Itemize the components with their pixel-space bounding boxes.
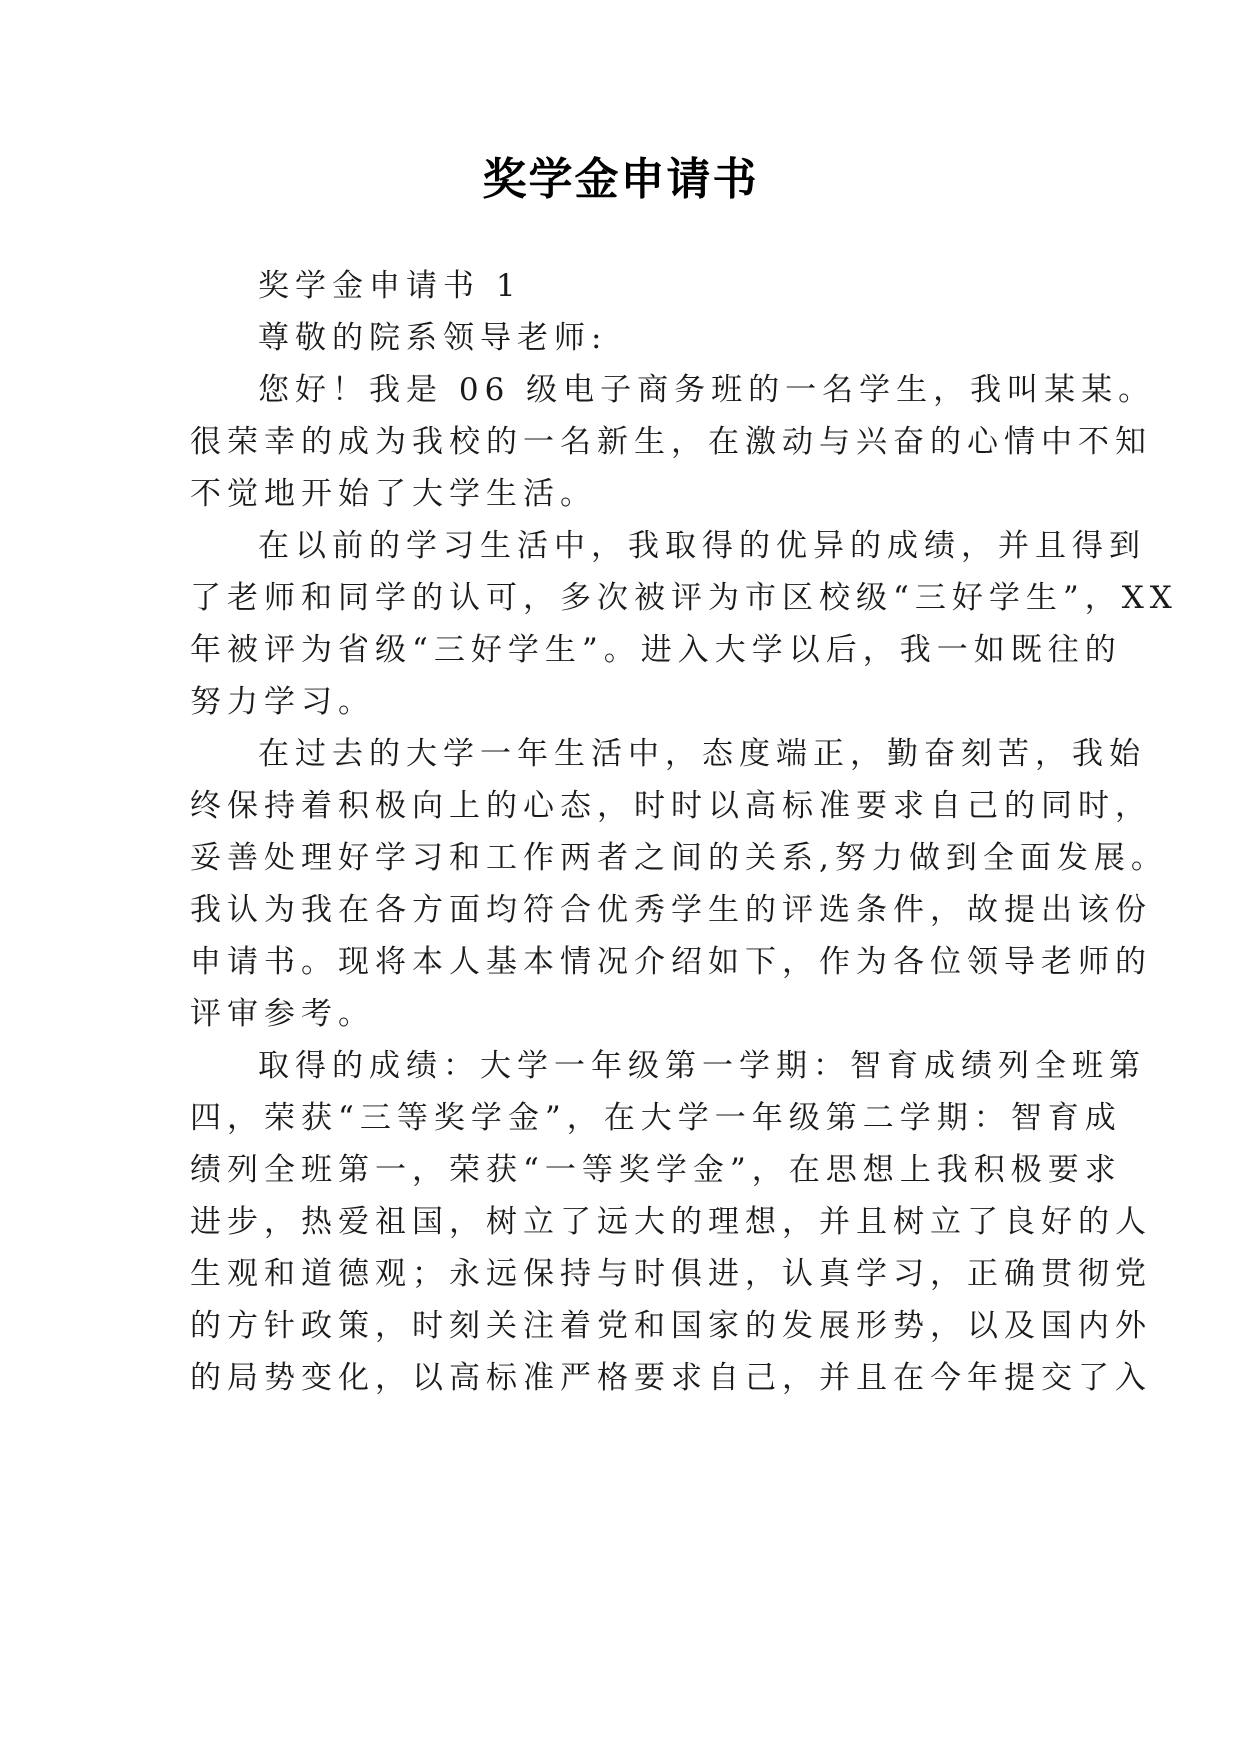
- text-line: 很荣幸的成为我校的一名新生，在激动与兴奋的心情中不知: [190, 424, 1152, 460]
- text-line: 进步，热爱祖国，树立了远大的理想，并且树立了良好的人: [190, 1204, 1152, 1240]
- text-line: 了老师和同学的认可，多次被评为市区校级“三好学生”，XX: [190, 580, 1178, 616]
- text-line: 妥善处理好学习和工作两者之间的关系,努力做到全面发展。: [190, 840, 1168, 876]
- section-heading: 奖学金申请书 1: [258, 268, 522, 304]
- text-line: 申请书。现将本人基本情况介绍如下，作为各位领导老师的: [190, 944, 1152, 980]
- text-line: 努力学习。: [190, 684, 375, 720]
- salutation: 尊敬的院系领导老师:: [258, 320, 608, 356]
- text-line: 年被评为省级“三好学生”。进入大学以后，我一如既往的: [190, 632, 1122, 668]
- text-line: 不觉地开始了大学生活。: [190, 476, 597, 512]
- text-line: 取得的成绩：大学一年级第一学期：智育成绩列全班第: [258, 1048, 1146, 1084]
- text-line: 四，荣获“三等奖学金”，在大学一年级第二学期：智育成: [190, 1100, 1122, 1136]
- text-line: 生观和道德观；永远保持与时俱进，认真学习，正确贯彻党: [190, 1256, 1152, 1292]
- document-title: 奖学金申请书: [482, 154, 759, 205]
- text-line: 评审参考。: [190, 996, 375, 1032]
- text-line: 我认为我在各方面均符合优秀学生的评选条件，故提出该份: [190, 892, 1152, 928]
- text-line: 您好！我是 06 级电子商务班的一名学生，我叫某某。: [258, 372, 1156, 408]
- text-line: 绩列全班第一，荣获“一等奖学金”，在思想上我积极要求: [190, 1152, 1122, 1188]
- text-line: 的方针政策，时刻关注着党和国家的发展形势，以及国内外: [190, 1308, 1152, 1344]
- text-line: 终保持着积极向上的心态，时时以高标准要求自己的同时，: [190, 788, 1152, 824]
- text-line: 在以前的学习生活中，我取得的优异的成绩，并且得到: [258, 528, 1146, 564]
- text-line: 在过去的大学一年生活中，态度端正，勤奋刻苦，我始: [258, 736, 1146, 772]
- text-line: 的局势变化，以高标准严格要求自己，并且在今年提交了入: [190, 1360, 1152, 1396]
